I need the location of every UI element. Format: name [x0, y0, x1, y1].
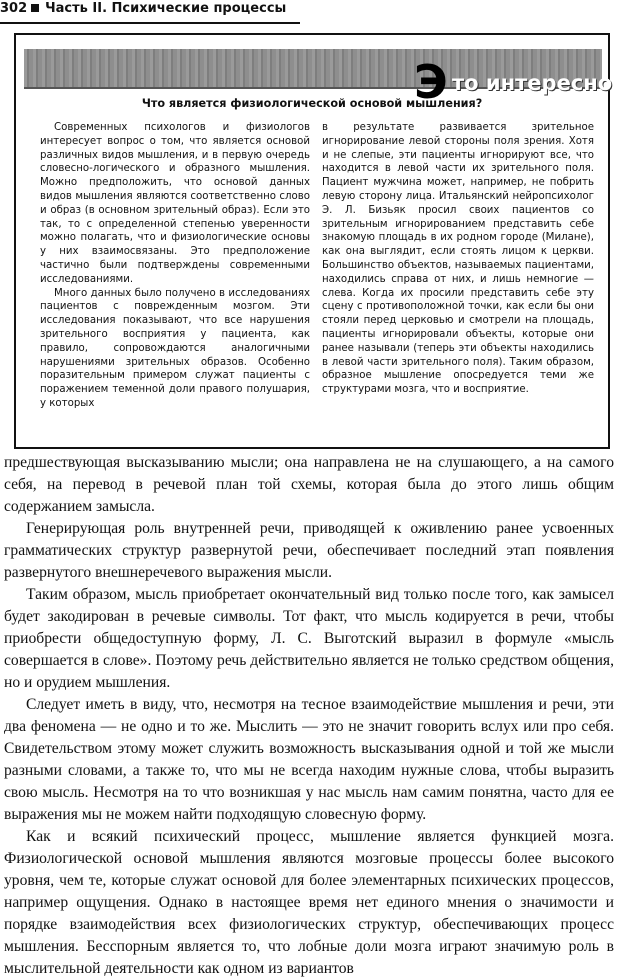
- sidebar-box: [14, 33, 613, 449]
- section-title: Часть II. Психические процессы: [45, 1, 287, 16]
- page-number: 302: [0, 1, 28, 16]
- box-paragraph: Современных психологов и физиологов интересует вопрос о том, что является основой различных видов мышления, и в первую очередь словесно-логического и образного мышления. Можно предположить, что основой данных видов мышления являются соответственно слово и образ (в основном зрительный образ). Если это так, то с определенной степенью уверенности можно полагать, что и физиологические основы у них взаимосвязаны. Это предположение частично были подтверждены современными исследованиями.: [40, 122, 310, 285]
- box-title: Что является физиологической основой мышления?: [141, 97, 483, 110]
- paragraph: Как и всякий психический процесс, мышление является функцией мозга. Физиологической основой мышления являются мозговые процессы более высокого уровня, чем те, которые служат основой для более элементарных психических процессов, например ощущения. Однако в настоящее время нет единого мнения о значимости и порядке взаимодействия всех физиологических структур, обеспечивающих процесс мышления. Бесспорным является то, что лобные доли мозга играют значимую роль в мыслительной деятельности как одном из вариантов: [4, 828, 614, 977]
- paragraph: Следует иметь в виду, что, несмотря на тесное взаимодействие мышления и речи, эти два феномена — не одно и то же. Мыслить — это не значит говорить вслух или про себя. Свидетельством этому может служить возможность высказывания одной и той же мысли разными словами, а также то, что мы не всегда находим нужные слова, чтобы выразить свою мысль. Несмотря на то что возникшая у нас мысль нам самим понятна, часто для ее выражения мы не можем найти подходящую словесную форму.: [4, 696, 614, 823]
- header-square-icon: [31, 4, 39, 12]
- box-paragraph: в результате развивается зрительное игнорирование левой стороны поля зрения. Хотя и не слепые, эти пациенты игнорируют все, что находится в левой части их зрительного поля. Пациент мужчина может, например, не побрить левую сторону лица. Итальянский нейропсихолог Э. Л. Бизьяк просил своих пациентов со зрительным игнорированием представить себе знакомую площадь в их родном городе (Милане), как она выглядит, если стоять лицом к церкви. Большинство объектов, называемых пациентами, находились справа от них, и лишь немногие — слева. Когда их просили представить себе эту сцену с противоположной точки, как если бы они стояли перед церковью и смотрели на площадь, пациенты игнорировали объекты, которые они ранее называли (теперь эти объекты находились в левой части зрительного поля). Таким образом, образное мышление опосредуется теми же структурами мозга, что и восприятие.: [322, 122, 594, 396]
- main-text: [4, 452, 614, 980]
- box-left-column: [40, 121, 310, 411]
- banner-text: то интересно: [452, 71, 613, 95]
- banner-big-letter: Э: [414, 55, 448, 109]
- box-paragraph: Много данных было получено в исследованиях пациентов с поврежденным мозгом. Эти исследования показывают, что все нарушения зрительного восприятия у пациента, как правило, сопровождаются аналогичными нарушениями зрительных образов. Особенно поразительным примером служат пациенты с поражением теменной доли правого полушария, у которых: [40, 287, 310, 409]
- paragraph: Таким образом, мысль приобретает окончательный вид только после того, как замысел будет закодирован в речевые символы. Тот факт, что мысль кодируется в речи, чтобы приобрести общедоступную форму, Л. С. Выготский выразил в формуле «мысль совершается в слове». Поэтому речь действительно является не только средством общения, но и орудием мышления.: [4, 586, 614, 691]
- paragraph: Генерирующая роль внутренней речи, приводящей к оживлению ранее усвоенных грамматических структур развернутой речи, обеспечивает последний этап появления развернутого внешнеречевого выражения мысли.: [4, 520, 614, 581]
- running-header: [0, 0, 300, 24]
- paragraph: предшествующая высказыванию мысли; она направлена не на слушающего, а на самого себя, на перевод в речевой план той схемы, которая была до этого лишь общим содержанием замысла.: [4, 454, 614, 515]
- box-right-column: [322, 121, 594, 397]
